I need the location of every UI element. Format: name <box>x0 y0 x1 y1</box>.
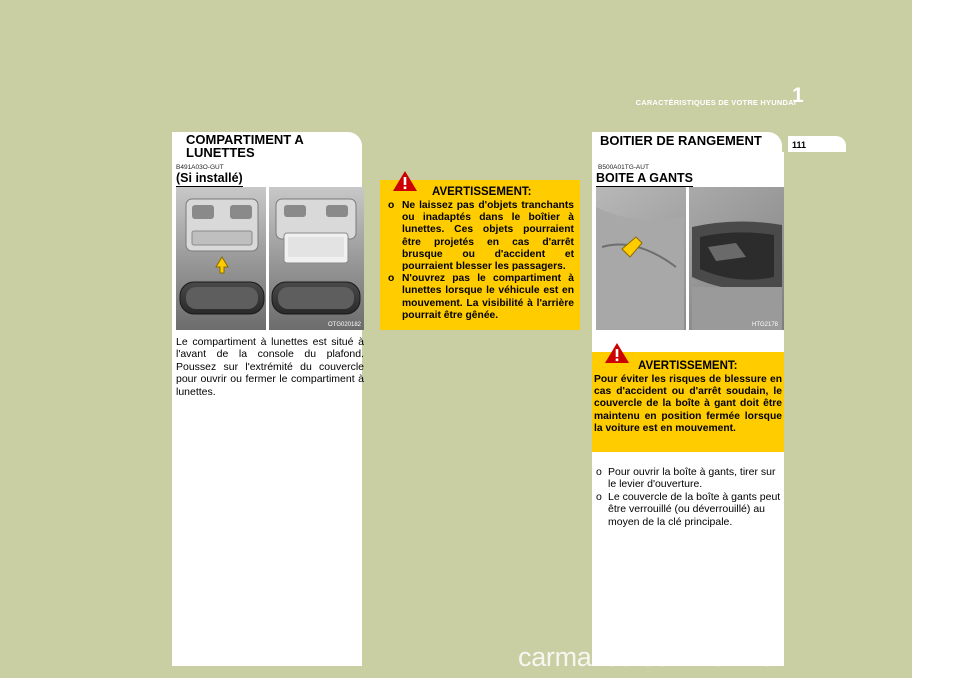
glove-box-photo <box>596 187 784 330</box>
page-margin <box>912 0 960 678</box>
section-code-left: B491A03O-GUT <box>176 164 224 171</box>
subtitle-right: BOITE A GANTS <box>596 171 693 185</box>
chapter-number: 1 <box>792 84 804 107</box>
glove-box-instructions <box>596 466 784 528</box>
warning-text-glove-box: Pour éviter les risques de blessure en cas d'accident ou d'arrêt soudain, le couvercle de la boîte à gant doit être maintenu en position fermée lorsque la voiture est en mouvement. <box>594 374 782 434</box>
glasses-holder-photo <box>176 187 364 330</box>
list-item: o Le couvercle de la boîte à gants peut être verrouillé (ou déverrouillé) au moyen de la clé principale. <box>596 490 781 528</box>
section-code-right: B500A01TG-AUT <box>598 164 649 171</box>
photo-caption-left: OTG020182 <box>328 322 362 328</box>
photo-caption-right: HTG2178 <box>752 322 779 328</box>
watermark: carmanualsonline.info <box>518 642 775 672</box>
glove-box-illustration <box>596 187 784 330</box>
warning-triangle-icon <box>604 342 630 364</box>
body-text-glasses: Le compartiment à lunettes est situé à l'avant de la console du plafond. Poussez sur l'extrémité du couvercle pour ouvrir ou fermer le compartiment à lunettes. <box>176 336 364 398</box>
warning-list-glasses <box>388 200 574 322</box>
subtitle-left: (Si installé) <box>176 171 243 185</box>
warning-item: o Ne laissez pas d'objets tranchants ou inadaptés dans le boîtier à lunettes. Ces objets pourraient être projetés en cas d'arrêt brusque ou d'accident et pourraient blesser les passagers. <box>388 200 574 273</box>
warning-box-glasses <box>380 180 580 330</box>
glasses-holder-illustration <box>176 187 364 330</box>
warning-box-glove-box <box>592 352 784 452</box>
page-number: 111 <box>788 136 846 152</box>
chapter-title: CARACTÉRISTIQUES DE VOTRE HYUNDAI <box>635 98 796 107</box>
section-title-storage: BOITIER DE RANGEMENT <box>592 132 782 152</box>
warning-item: o N'ouvrez pas le compartiment à lunettes lorsque le véhicule est en mouvement. La visibilité à l'arrière pourrait être gênée. <box>388 273 574 321</box>
section-title-glasses: COMPARTIMENT A LUNETTES <box>172 132 362 156</box>
warning-title-glove-box: AVERTISSEMENT: <box>638 360 738 372</box>
list-item: o Pour ouvrir la boîte à gants, tirer sur le levier d'ouverture. <box>596 466 776 491</box>
warning-title-glasses: AVERTISSEMENT: <box>432 186 532 198</box>
warning-triangle-icon <box>392 170 418 192</box>
